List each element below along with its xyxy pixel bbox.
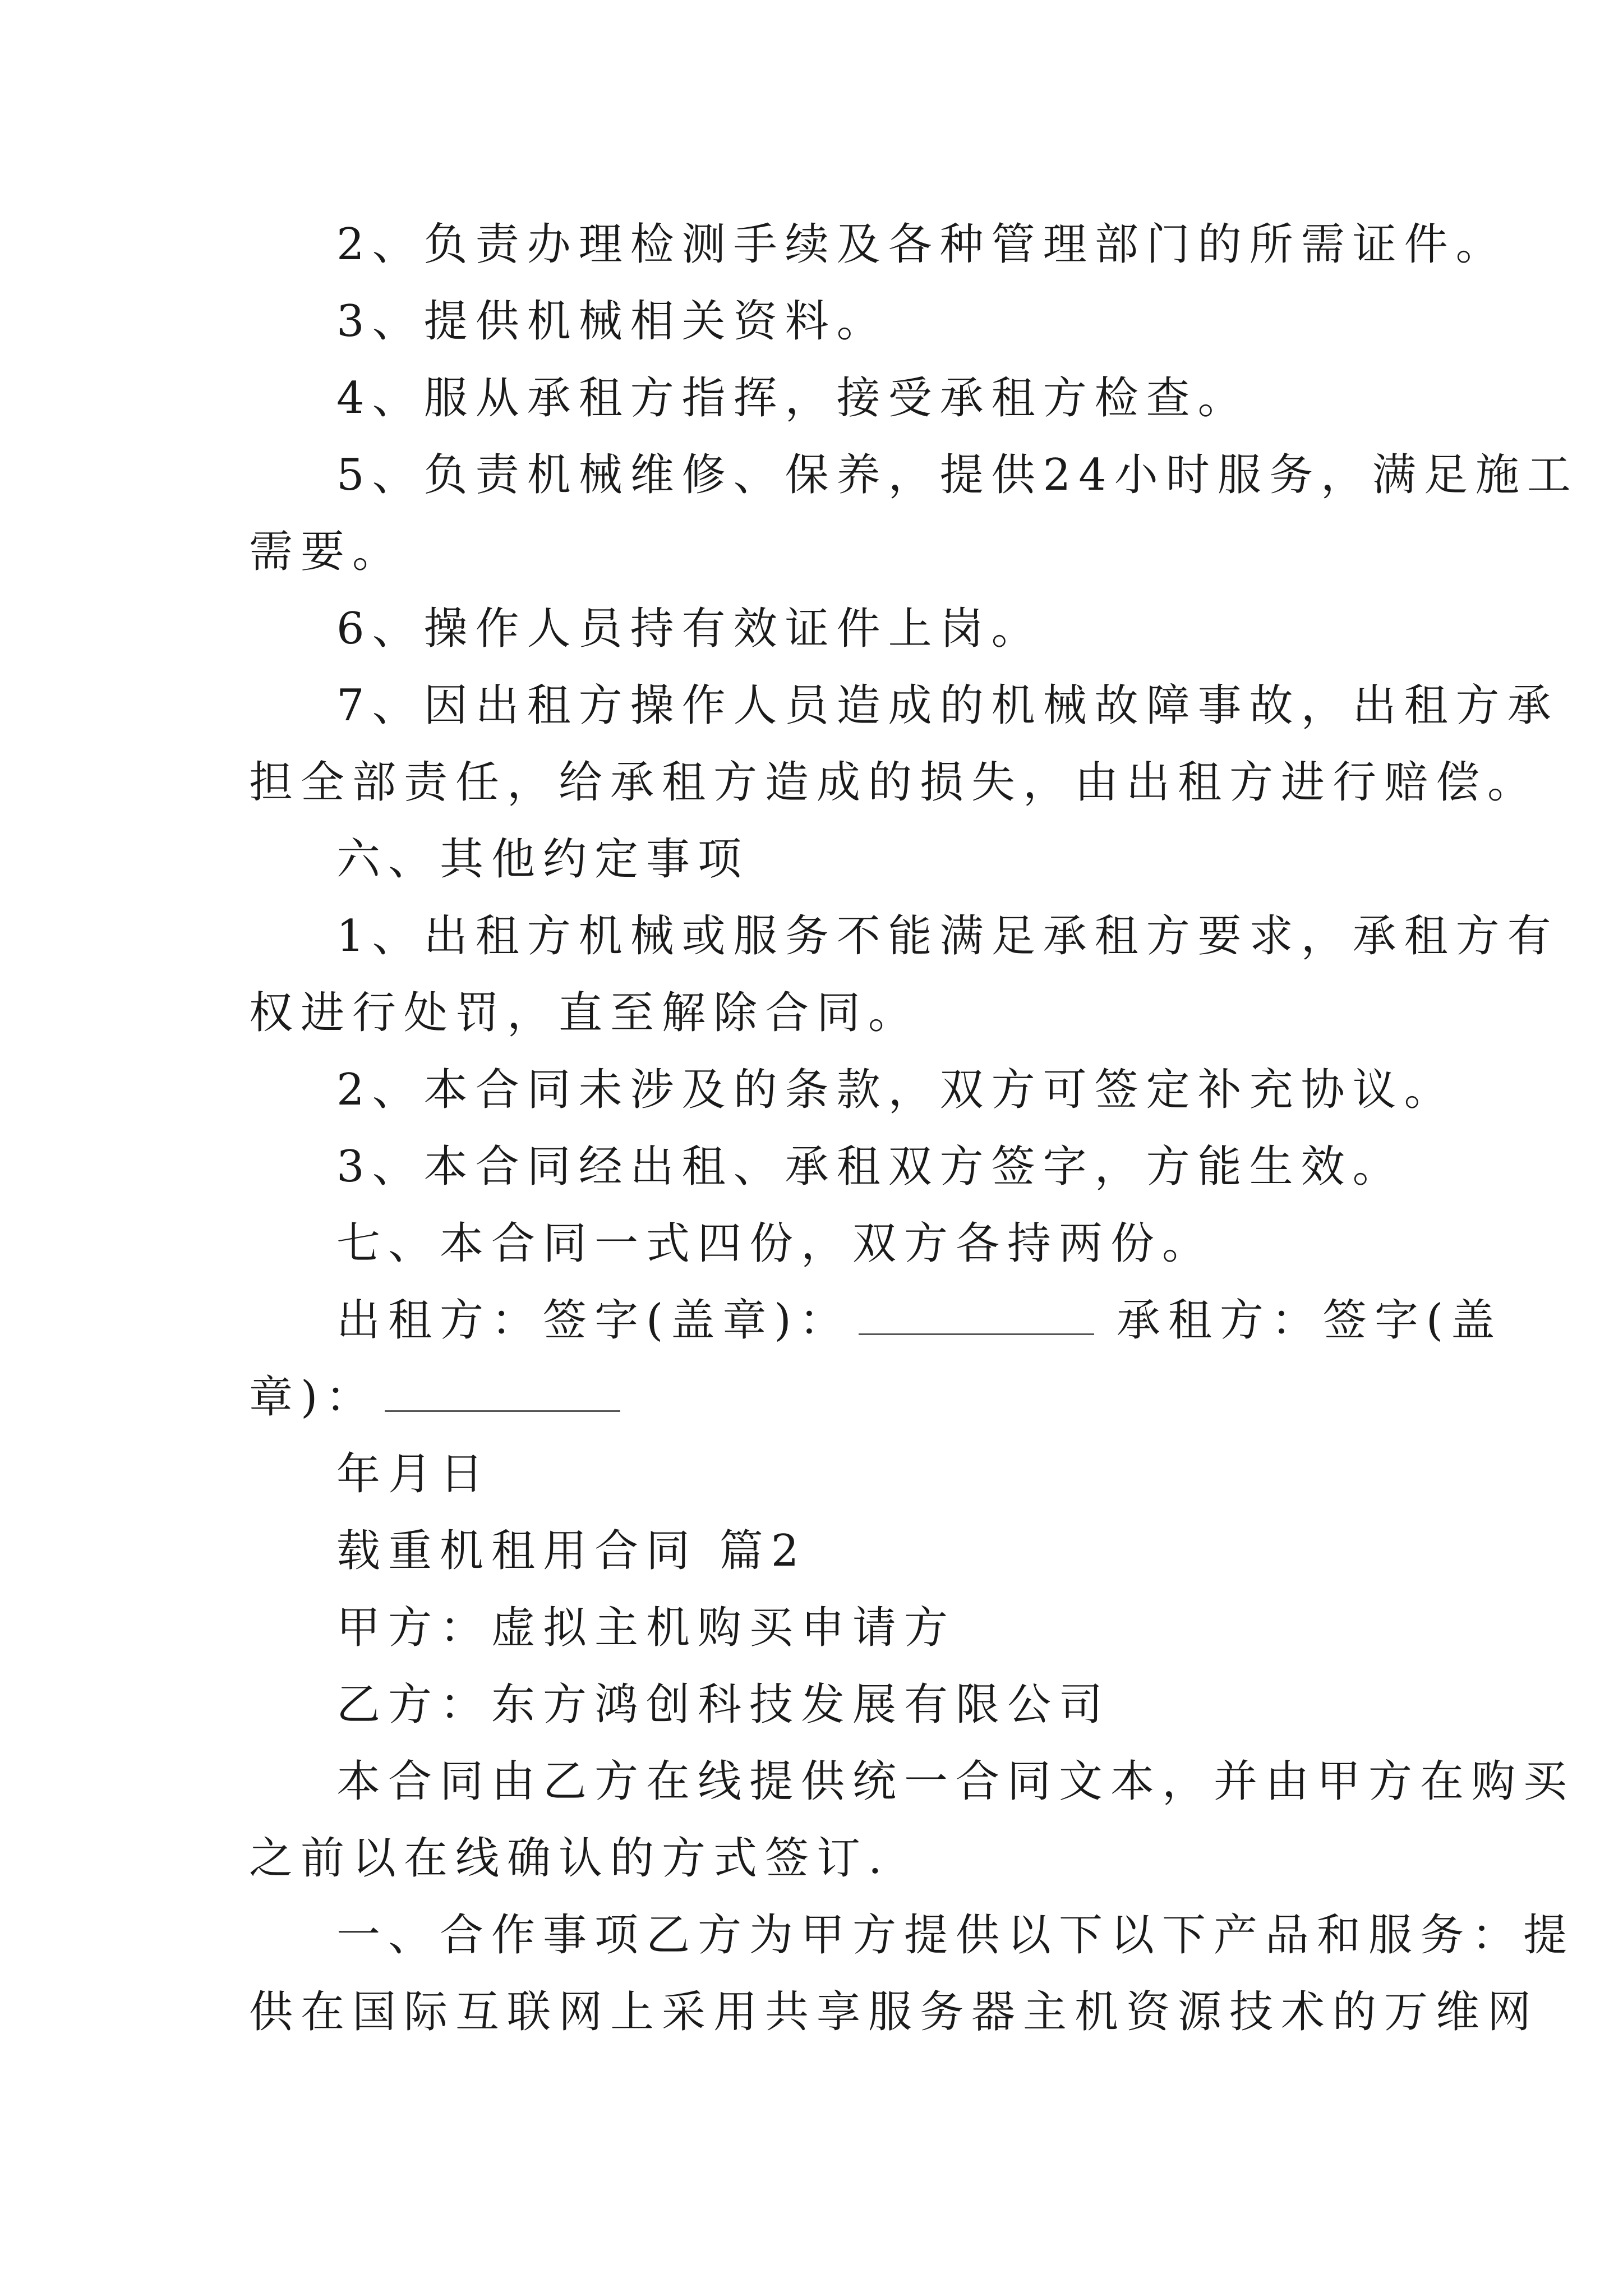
clause-line-continuation: 需要。 <box>249 527 404 577</box>
clause-line-continuation: 担全部责任，给承租方造成的损失，由出租方进行赔偿。 <box>249 757 1539 808</box>
section-heading: 六、其他约定事项 <box>336 834 750 885</box>
clause-line: 3、本合同经出租、承租双方签字，方能生效。 <box>336 1142 1404 1192</box>
paragraph-line-continuation: 之前以在线确认的方式签订. <box>249 1833 890 1884</box>
party-b: 乙方：东方鸿创科技发展有限公司 <box>336 1680 1111 1730</box>
clause-line: 2、本合同未涉及的条款，双方可签定补充协议。 <box>336 1065 1456 1115</box>
clause-line: 7、因出租方操作人员造成的机械故障事故，出租方承 <box>336 680 1559 731</box>
document-body <box>249 206 1579 2051</box>
clause-line: 5、负责机械维修、保养，提供24小时服务，满足施工 <box>336 450 1579 500</box>
clause-line: 6、操作人员持有效证件上岗。 <box>336 604 1043 654</box>
clause-line: 1、出租方机械或服务不能满足承租方要求，承租方有 <box>336 911 1559 961</box>
signature-line <box>249 1282 1503 1359</box>
signature-line-continuation <box>249 1359 1387 1436</box>
clause-line-continuation: 权进行处罚，直至解除合同。 <box>249 988 920 1038</box>
clause-line: 3、提供机械相关资料。 <box>336 296 888 347</box>
lessee-signature-blank[interactable] <box>385 1371 620 1412</box>
clause-line: 2、负责办理检测手续及各种管理部门的所需证件。 <box>336 219 1507 270</box>
clause-line: 4、服从承租方指挥，接受承租方检查。 <box>336 373 1249 424</box>
paragraph-line-continuation: 供在国际互联网上采用共享服务器主机资源技术的万维网 <box>249 1987 1539 2037</box>
paragraph-line: 一、合作事项乙方为甲方提供以下以下产品和服务：提 <box>336 1910 1575 1961</box>
paragraph-line: 本合同由乙方在线提供统一合同文本，并由甲方在购买 <box>336 1756 1575 1807</box>
date-line: 年月日 <box>336 1449 492 1499</box>
clause-line: 七、本合同一式四份，双方各持两份。 <box>336 1218 1214 1269</box>
party-a: 甲方：虚拟主机购买申请方 <box>336 1603 956 1653</box>
lessee-signature-label-cont: 章)： <box>249 1372 377 1423</box>
lessee-signature-label: 承租方：签字(盖 <box>1116 1295 1503 1346</box>
lessor-signature-label: 出租方：签字(盖章)： <box>336 1295 851 1346</box>
section-title: 载重机租用合同 篇2 <box>336 1526 807 1576</box>
lessor-signature-blank[interactable] <box>859 1294 1094 1335</box>
